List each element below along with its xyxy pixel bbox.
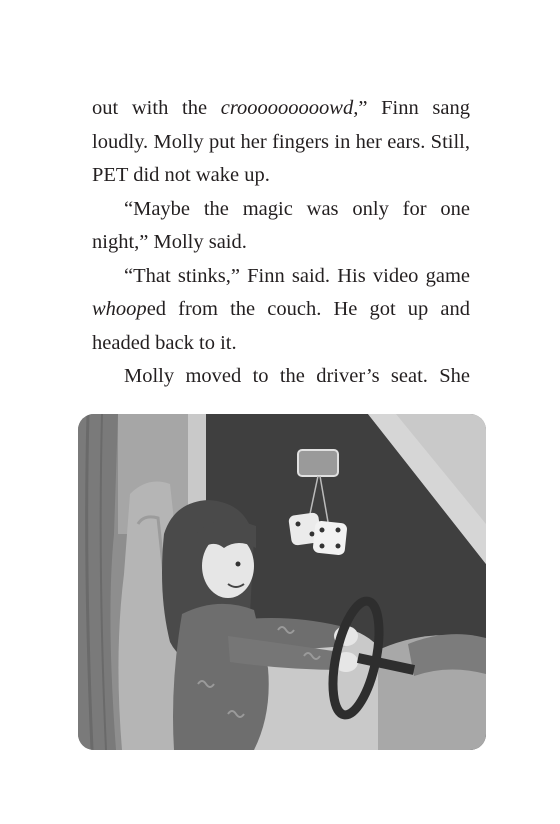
- text-run-italic: crooooooooowd,: [220, 97, 359, 119]
- text-run: out with the: [92, 97, 221, 119]
- story-text: [92, 92, 470, 394]
- text-run: Molly moved to the driver’s seat. She: [124, 365, 470, 387]
- paragraph-2: [92, 193, 470, 260]
- dice-pip: [320, 528, 325, 533]
- text-run: ed from the couch. He got up and headed back to it.: [92, 298, 470, 354]
- illustration-molly-driving: [78, 414, 486, 750]
- text-run: “Maybe the magic was only for one night,” Molly said.: [92, 197, 470, 253]
- illustration-svg: [78, 414, 486, 750]
- dice-pip: [336, 528, 341, 533]
- text-run-italic: whoop: [92, 298, 147, 320]
- dice-pip: [310, 532, 315, 537]
- eye: [236, 562, 241, 567]
- text-run: ” Finn sang loudly. Molly put her fingers in her ears. Still, PET did not wake up.: [92, 97, 470, 186]
- paragraph-3: [92, 260, 470, 361]
- paragraph-1: [92, 92, 470, 193]
- text-run: “That stinks,” Finn said. His video game: [124, 264, 470, 287]
- dice: [312, 520, 347, 555]
- dice-pip: [296, 522, 301, 527]
- dice-pip: [320, 544, 325, 549]
- paragraph-4: [92, 360, 470, 394]
- rearview-mirror: [298, 450, 338, 476]
- dice-pip: [336, 544, 341, 549]
